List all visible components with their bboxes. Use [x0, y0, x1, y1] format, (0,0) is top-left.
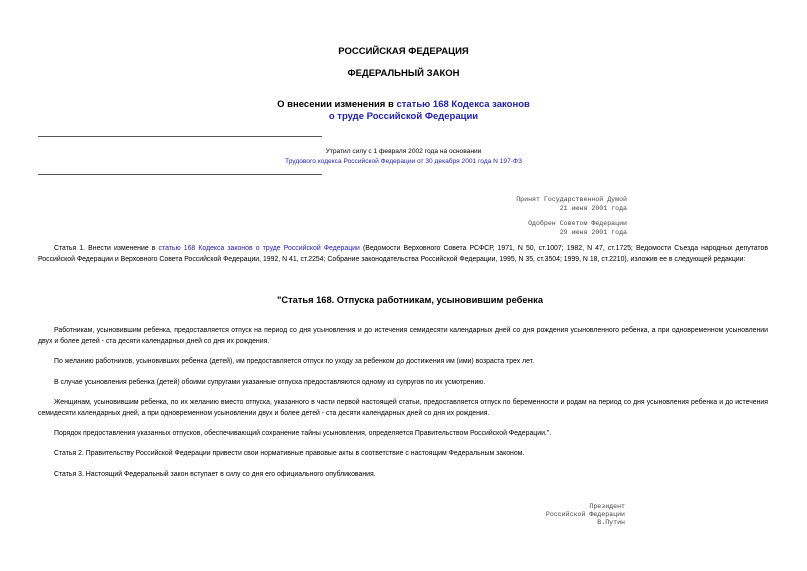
council-approval-line1: Одобрен Советом Федерации	[528, 220, 627, 227]
status-note-text: Утратил силу с 1 февраля 2002 года на основании	[325, 148, 482, 155]
signature-country: Российской Федерации	[545, 511, 625, 518]
signature-title: Президент	[589, 503, 625, 510]
document-type-heading: ФЕДЕРАЛЬНЫЙ ЗАКОН	[347, 68, 460, 79]
article-1-link[interactable]: статью 168 Кодекса законов о труде Российской Федерации	[158, 245, 360, 252]
law-title-line1	[0, 99, 807, 110]
article-1-suffix: (Ведомости Верховного Совета РСФСР, 1971, N 50, ст.1007; 1982, N 47, ст.1725; Ведомости Съезда народных депутатов Российской Федерации и Верховного Совета Российской Федерации, 1992, N 41, ст.2254; Собрание законодательства Российской Федерации, 1995, N 35, ст.3504; 1999, N 18, ст.2210), изложив ее в следующей редакции:	[38, 245, 768, 263]
signature-name: В.Путин	[597, 519, 625, 526]
article-168-title: "Статья 168. Отпуска работникам, усыновившим ребенка	[277, 295, 543, 305]
divider-bottom	[38, 174, 322, 175]
law-title-prefix: О внесении изменения в	[277, 99, 397, 110]
divider-top	[38, 136, 322, 137]
article-1-prefix: Статья 1. Внести изменение в	[54, 245, 159, 252]
country-heading: РОССИЙСКАЯ ФЕДЕРАЦИЯ	[338, 46, 469, 57]
paragraph-1: Работникам, усыновившим ребенка, предоставляется отпуск на период со дня усыновления и до истечения семидесяти календарных дней со дня рождения усыновленного ребенка, а при одновременном усыновлении двух и более детей - ста десяти календарных дней со дня их рождения.	[38, 327, 768, 345]
duma-adoption-date: 21 июня 2001 года	[559, 205, 627, 212]
council-approval-date: 29 июня 2001 года	[559, 229, 627, 236]
duma-adoption-line1: Принят Государственной Думой	[516, 196, 627, 203]
paragraph-5: Порядок предоставления указанных отпусков, обеспечивающий сохранение тайны усыновления, определяется Правительством Российской Федерации.".	[54, 430, 552, 437]
law-title-link[interactable]: статью 168 Кодекса законов	[396, 99, 530, 110]
law-title-line2-link[interactable]: о труде Российской Федерации	[328, 111, 479, 122]
paragraph-3: В случае усыновления ребенка (детей) обоими супругами указанные отпуска предоставляются одному из супругов по их усмотрению.	[54, 379, 486, 386]
status-note-link[interactable]: Трудового кодекса Российской Федерации от 30 декабря 2001 года N 197-ФЗ	[285, 158, 522, 165]
paragraph-4: Женщинам, усыновившим ребенка, по их желанию вместо отпуска, указанного в части первой настоящей статьи, предоставляется отпуск по беременности и родам на период со дня усыновления ребенка и до истечения семидесяти календарных дней, а при одновременном усыновлении двух и более детей - ста десяти календарных дней со дня их рождения.	[38, 399, 768, 417]
paragraph-2: По желанию работников, усыновивших ребенка (детей), им предоставляется отпуск по уходу за ребенком до достижения им (ими) возраста трех лет.	[54, 358, 534, 365]
article-3-paragraph: Статья 3. Настоящий Федеральный закон вступает в силу со дня его официального опубликования.	[54, 471, 376, 478]
article-1-paragraph	[38, 243, 768, 265]
article-2-paragraph: Статья 2. Правительству Российской Федерации привести свои нормативные правовые акты в соответствие с настоящим Федеральным законом.	[54, 450, 525, 457]
